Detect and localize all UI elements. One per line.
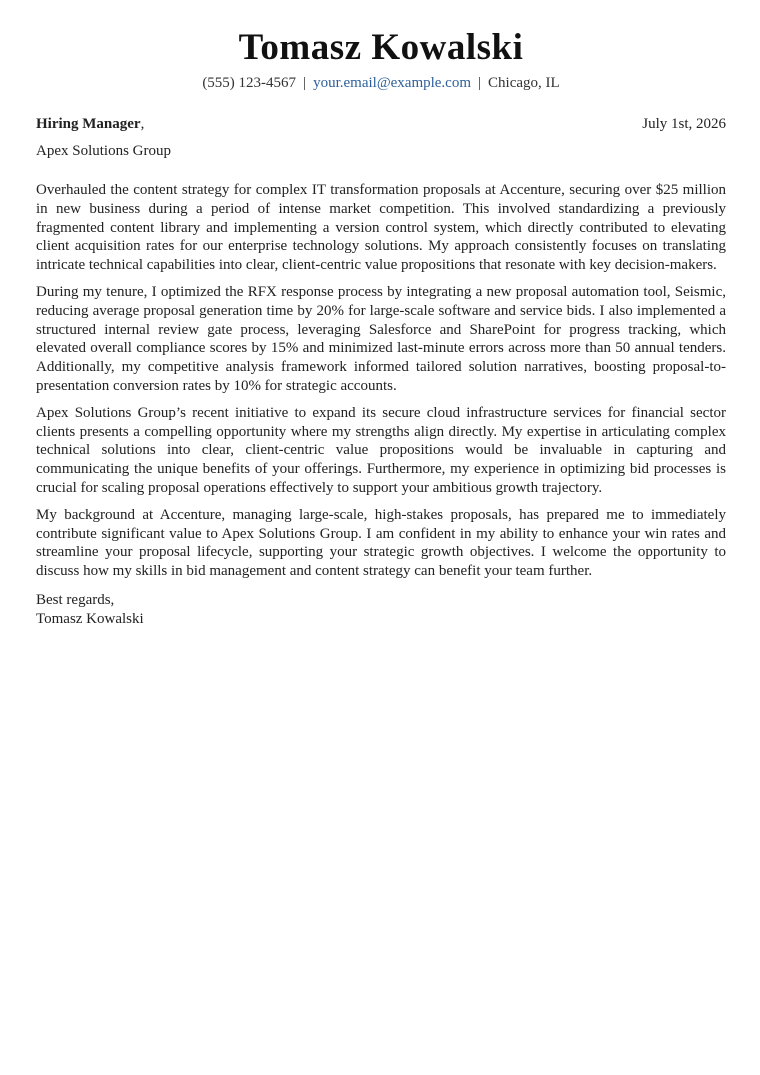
contact-line: [36, 74, 726, 92]
phone-number: (555) 123-4567: [202, 75, 297, 91]
body-paragraph: My background at Accenture, managing large-scale, high-stakes proposals, has prepared me to immediately contribute significant value to Apex Solutions Group. I am confident in my ability to enhance your win rates and streamline your proposal lifecycle, supporting your strategic growth objectives. I welcome the opportunity to discuss how my skills in bid management and content strategy can benefit your team further.: [36, 506, 726, 580]
contact-separator: |: [303, 75, 307, 91]
letter-closing: [36, 591, 726, 629]
body-paragraph: Overhauled the content strategy for complex IT transformation proposals at Accenture, securing over $25 million in new business during a period of intense market competition. This involved standardizing a previously fragmented content library and implementing a version control system, which directly contributed to elevating client acquisition rates for our enterprise technology solutions. My approach consistently focuses on translating intricate technical capabilities into clear, client-centric value propositions that resonate with key decision-makers.: [36, 182, 726, 274]
recipient-company: Apex Solutions Group: [36, 143, 171, 159]
body-paragraph: Apex Solutions Group’s recent initiative to expand its secure cloud infrastructure services for financial sector clients presents a compelling opportunity where my strengths align directly. My expertise in articulating complex technical solutions into clear, client-centric value propositions would be invaluable in capturing and communicating the unique benefits of your offerings. Furthermore, my experience in optimizing bid processes is crucial for scaling proposal operations effectively to support your ambitious growth trajectory.: [36, 404, 726, 496]
cover-letter-page: [36, 0, 726, 629]
recipient-line: [36, 115, 144, 133]
email-link[interactable]: your.email@example.com: [313, 75, 472, 91]
contact-separator: |: [478, 75, 482, 91]
letter-body: [36, 181, 726, 581]
letter-date: July 1st, 2026: [642, 116, 726, 132]
recipient-date-row: [36, 115, 726, 133]
closing-salutation: Best regards,: [36, 591, 115, 608]
body-paragraph: During my tenure, I optimized the RFX response process by integrating a new proposal automation tool, Seismic, reducing average proposal generation time by 20% for large-scale software and service bids. I also implemented a structured internal review gate process, leveraging Salesforce and SharePoint for progress tracking, which elevated overall compliance scores by 15% and minimized last-minute errors across more than 50 annual tenders. Additionally, my competitive analysis framework informed tailored solution narratives, boosting proposal-to-presentation conversion rates by 10% for strategic accounts.: [36, 283, 726, 394]
recipient-name: Hiring Manager: [36, 116, 141, 132]
closing-signature: Tomasz Kowalski: [36, 610, 144, 627]
recipient-name-suffix: ,: [140, 116, 145, 132]
applicant-name: Tomasz Kowalski: [238, 27, 524, 68]
location: Chicago, IL: [488, 75, 560, 91]
